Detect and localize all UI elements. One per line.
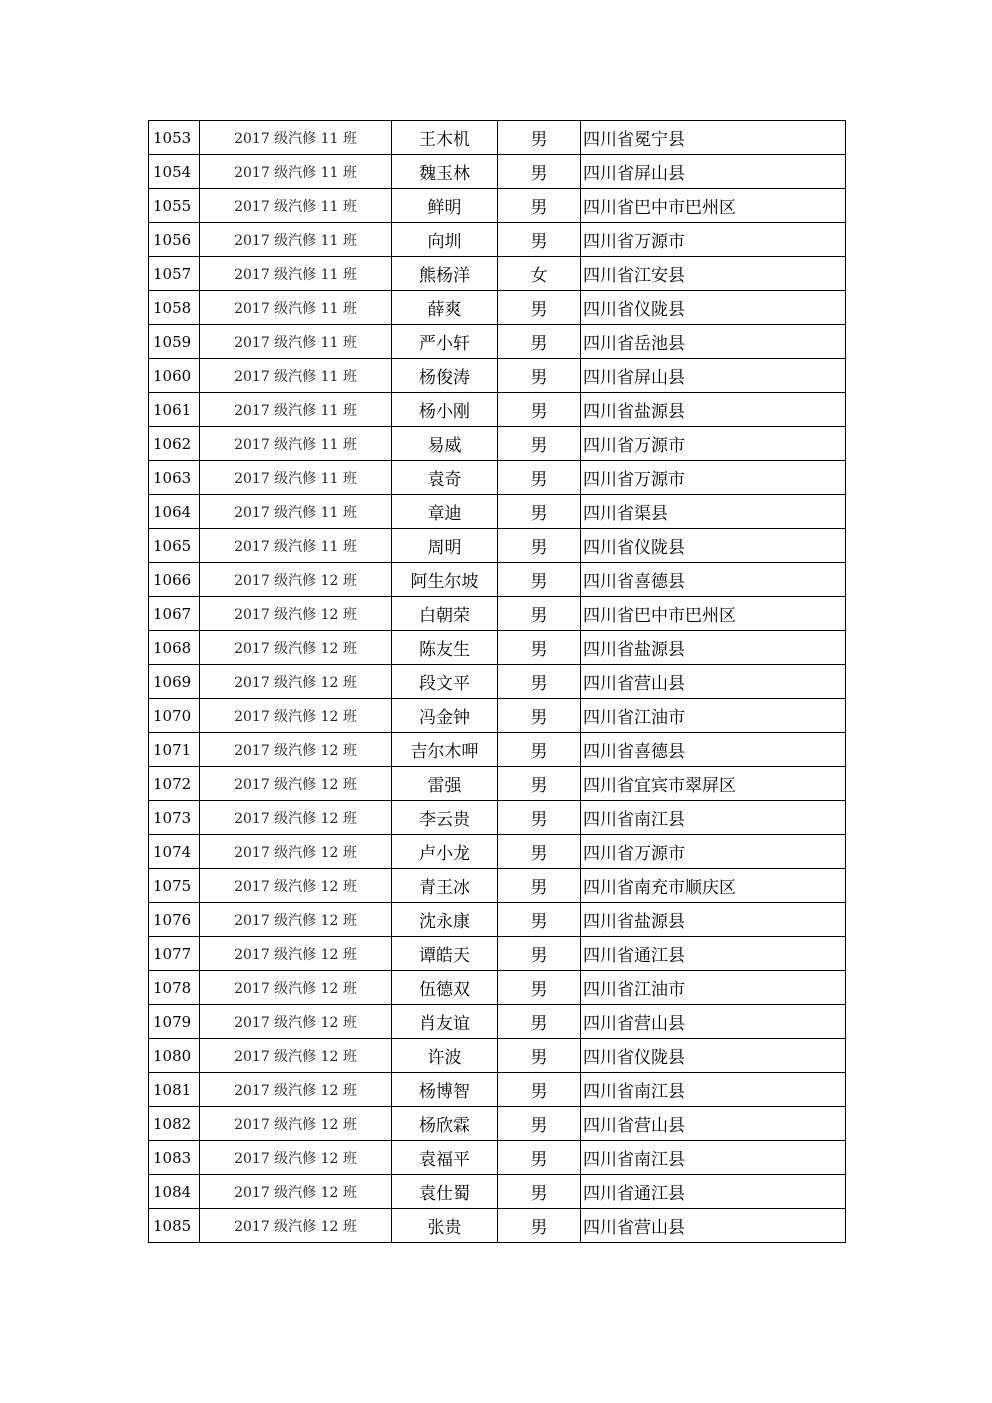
gender-cell: 男	[498, 1141, 581, 1175]
class-name-cell: 2017 级汽修 11 班	[200, 155, 392, 189]
class-name-cell: 2017 级汽修 12 班	[200, 937, 392, 971]
origin-cell: 四川省喜德县	[581, 563, 846, 597]
gender-cell: 男	[498, 699, 581, 733]
gender-cell: 男	[498, 563, 581, 597]
class-name-cell: 2017 级汽修 11 班	[200, 223, 392, 257]
origin-cell: 四川省万源市	[581, 427, 846, 461]
class-name-cell: 2017 级汽修 12 班	[200, 1141, 392, 1175]
class-name-cell: 2017 级汽修 12 班	[200, 767, 392, 801]
class-name-cell: 2017 级汽修 11 班	[200, 359, 392, 393]
student-number-cell: 1081	[149, 1073, 200, 1107]
table-row	[149, 427, 846, 461]
student-name-cell: 伍德双	[392, 971, 498, 1005]
student-number-cell: 1074	[149, 835, 200, 869]
gender-cell: 男	[498, 835, 581, 869]
table-row	[149, 291, 846, 325]
class-name-cell: 2017 级汽修 12 班	[200, 869, 392, 903]
class-name-cell: 2017 级汽修 11 班	[200, 461, 392, 495]
student-number-cell: 1057	[149, 257, 200, 291]
student-table-body	[149, 121, 846, 1243]
origin-cell: 四川省营山县	[581, 1005, 846, 1039]
table-row	[149, 665, 846, 699]
gender-cell: 男	[498, 155, 581, 189]
gender-cell: 女	[498, 257, 581, 291]
origin-cell: 四川省万源市	[581, 461, 846, 495]
class-name-cell: 2017 级汽修 11 班	[200, 495, 392, 529]
student-number-cell: 1061	[149, 393, 200, 427]
table-row	[149, 461, 846, 495]
table-row	[149, 1107, 846, 1141]
origin-cell: 四川省渠县	[581, 495, 846, 529]
class-name-cell: 2017 级汽修 12 班	[200, 631, 392, 665]
origin-cell: 四川省盐源县	[581, 393, 846, 427]
origin-cell: 四川省南充市顺庆区	[581, 869, 846, 903]
gender-cell: 男	[498, 495, 581, 529]
student-name-cell: 袁福平	[392, 1141, 498, 1175]
class-name-cell: 2017 级汽修 12 班	[200, 597, 392, 631]
gender-cell: 男	[498, 393, 581, 427]
student-number-cell: 1053	[149, 121, 200, 155]
student-number-cell: 1054	[149, 155, 200, 189]
student-name-cell: 鲜明	[392, 189, 498, 223]
student-number-cell: 1056	[149, 223, 200, 257]
student-name-cell: 张贵	[392, 1209, 498, 1243]
student-number-cell: 1077	[149, 937, 200, 971]
student-name-cell: 陈友生	[392, 631, 498, 665]
student-name-cell: 袁仕蜀	[392, 1175, 498, 1209]
origin-cell: 四川省冕宁县	[581, 121, 846, 155]
class-name-cell: 2017 级汽修 12 班	[200, 563, 392, 597]
gender-cell: 男	[498, 733, 581, 767]
gender-cell: 男	[498, 1209, 581, 1243]
origin-cell: 四川省仪陇县	[581, 1039, 846, 1073]
origin-cell: 四川省盐源县	[581, 903, 846, 937]
student-name-cell: 吉尔木呷	[392, 733, 498, 767]
table-row	[149, 1073, 846, 1107]
gender-cell: 男	[498, 291, 581, 325]
student-name-cell: 沈永康	[392, 903, 498, 937]
student-number-cell: 1083	[149, 1141, 200, 1175]
student-number-cell: 1079	[149, 1005, 200, 1039]
student-number-cell: 1073	[149, 801, 200, 835]
table-row	[149, 257, 846, 291]
student-name-cell: 白朝荣	[392, 597, 498, 631]
student-name-cell: 肖友谊	[392, 1005, 498, 1039]
student-number-cell: 1080	[149, 1039, 200, 1073]
student-name-cell: 严小轩	[392, 325, 498, 359]
student-number-cell: 1078	[149, 971, 200, 1005]
student-name-cell: 魏玉林	[392, 155, 498, 189]
gender-cell: 男	[498, 1073, 581, 1107]
gender-cell: 男	[498, 223, 581, 257]
class-name-cell: 2017 级汽修 12 班	[200, 1107, 392, 1141]
class-name-cell: 2017 级汽修 11 班	[200, 257, 392, 291]
student-number-cell: 1076	[149, 903, 200, 937]
table-row	[149, 1005, 846, 1039]
origin-cell: 四川省仪陇县	[581, 291, 846, 325]
table-row	[149, 1141, 846, 1175]
origin-cell: 四川省通江县	[581, 937, 846, 971]
student-name-cell: 向圳	[392, 223, 498, 257]
origin-cell: 四川省巴中市巴州区	[581, 189, 846, 223]
gender-cell: 男	[498, 801, 581, 835]
origin-cell: 四川省南江县	[581, 1073, 846, 1107]
origin-cell: 四川省喜德县	[581, 733, 846, 767]
student-number-cell: 1060	[149, 359, 200, 393]
table-row	[149, 631, 846, 665]
gender-cell: 男	[498, 427, 581, 461]
class-name-cell: 2017 级汽修 12 班	[200, 1005, 392, 1039]
origin-cell: 四川省江安县	[581, 257, 846, 291]
student-number-cell: 1068	[149, 631, 200, 665]
student-number-cell: 1071	[149, 733, 200, 767]
student-table	[148, 120, 846, 1243]
class-name-cell: 2017 级汽修 11 班	[200, 325, 392, 359]
student-name-cell: 章迪	[392, 495, 498, 529]
class-name-cell: 2017 级汽修 11 班	[200, 427, 392, 461]
gender-cell: 男	[498, 1039, 581, 1073]
class-name-cell: 2017 级汽修 12 班	[200, 1209, 392, 1243]
origin-cell: 四川省岳池县	[581, 325, 846, 359]
gender-cell: 男	[498, 1005, 581, 1039]
table-row	[149, 121, 846, 155]
student-name-cell: 王木机	[392, 121, 498, 155]
gender-cell: 男	[498, 869, 581, 903]
origin-cell: 四川省营山县	[581, 1107, 846, 1141]
student-number-cell: 1085	[149, 1209, 200, 1243]
student-name-cell: 薛爽	[392, 291, 498, 325]
gender-cell: 男	[498, 665, 581, 699]
gender-cell: 男	[498, 189, 581, 223]
origin-cell: 四川省通江县	[581, 1175, 846, 1209]
origin-cell: 四川省营山县	[581, 665, 846, 699]
table-row	[149, 325, 846, 359]
student-name-cell: 杨欣霖	[392, 1107, 498, 1141]
table-row	[149, 563, 846, 597]
student-number-cell: 1064	[149, 495, 200, 529]
origin-cell: 四川省万源市	[581, 223, 846, 257]
origin-cell: 四川省南江县	[581, 1141, 846, 1175]
table-row	[149, 835, 846, 869]
student-name-cell: 冯金钟	[392, 699, 498, 733]
student-name-cell: 杨小刚	[392, 393, 498, 427]
gender-cell: 男	[498, 121, 581, 155]
table-row	[149, 393, 846, 427]
student-number-cell: 1082	[149, 1107, 200, 1141]
gender-cell: 男	[498, 937, 581, 971]
student-number-cell: 1066	[149, 563, 200, 597]
table-row	[149, 937, 846, 971]
student-name-cell: 段文平	[392, 665, 498, 699]
student-name-cell: 雷强	[392, 767, 498, 801]
class-name-cell: 2017 级汽修 12 班	[200, 1175, 392, 1209]
origin-cell: 四川省盐源县	[581, 631, 846, 665]
student-number-cell: 1059	[149, 325, 200, 359]
class-name-cell: 2017 级汽修 12 班	[200, 801, 392, 835]
student-number-cell: 1065	[149, 529, 200, 563]
table-row	[149, 189, 846, 223]
student-number-cell: 1069	[149, 665, 200, 699]
student-name-cell: 青王冰	[392, 869, 498, 903]
table-row	[149, 597, 846, 631]
student-name-cell: 杨俊涛	[392, 359, 498, 393]
student-number-cell: 1067	[149, 597, 200, 631]
student-number-cell: 1058	[149, 291, 200, 325]
table-row	[149, 869, 846, 903]
student-name-cell: 周明	[392, 529, 498, 563]
student-name-cell: 谭皓天	[392, 937, 498, 971]
class-name-cell: 2017 级汽修 12 班	[200, 1039, 392, 1073]
gender-cell: 男	[498, 461, 581, 495]
student-number-cell: 1075	[149, 869, 200, 903]
gender-cell: 男	[498, 767, 581, 801]
origin-cell: 四川省屏山县	[581, 359, 846, 393]
class-name-cell: 2017 级汽修 11 班	[200, 189, 392, 223]
table-row	[149, 1209, 846, 1243]
student-name-cell: 阿生尔坡	[392, 563, 498, 597]
origin-cell: 四川省南江县	[581, 801, 846, 835]
table-row	[149, 733, 846, 767]
origin-cell: 四川省江油市	[581, 971, 846, 1005]
class-name-cell: 2017 级汽修 11 班	[200, 121, 392, 155]
class-name-cell: 2017 级汽修 11 班	[200, 529, 392, 563]
origin-cell: 四川省万源市	[581, 835, 846, 869]
student-number-cell: 1055	[149, 189, 200, 223]
table-row	[149, 529, 846, 563]
class-name-cell: 2017 级汽修 12 班	[200, 699, 392, 733]
table-row	[149, 801, 846, 835]
table-row	[149, 903, 846, 937]
gender-cell: 男	[498, 903, 581, 937]
student-number-cell: 1070	[149, 699, 200, 733]
table-row	[149, 699, 846, 733]
student-name-cell: 杨博智	[392, 1073, 498, 1107]
gender-cell: 男	[498, 971, 581, 1005]
gender-cell: 男	[498, 529, 581, 563]
gender-cell: 男	[498, 1175, 581, 1209]
student-name-cell: 袁奇	[392, 461, 498, 495]
student-name-cell: 熊杨洋	[392, 257, 498, 291]
table-row	[149, 155, 846, 189]
student-name-cell: 卢小龙	[392, 835, 498, 869]
gender-cell: 男	[498, 359, 581, 393]
student-number-cell: 1072	[149, 767, 200, 801]
class-name-cell: 2017 级汽修 12 班	[200, 665, 392, 699]
student-name-cell: 李云贵	[392, 801, 498, 835]
origin-cell: 四川省巴中市巴州区	[581, 597, 846, 631]
gender-cell: 男	[498, 597, 581, 631]
class-name-cell: 2017 级汽修 11 班	[200, 393, 392, 427]
gender-cell: 男	[498, 325, 581, 359]
origin-cell: 四川省营山县	[581, 1209, 846, 1243]
student-name-cell: 易威	[392, 427, 498, 461]
table-row	[149, 223, 846, 257]
table-row	[149, 971, 846, 1005]
origin-cell: 四川省屏山县	[581, 155, 846, 189]
table-row	[149, 1175, 846, 1209]
student-number-cell: 1063	[149, 461, 200, 495]
gender-cell: 男	[498, 631, 581, 665]
class-name-cell: 2017 级汽修 12 班	[200, 733, 392, 767]
table-row	[149, 1039, 846, 1073]
gender-cell: 男	[498, 1107, 581, 1141]
table-row	[149, 495, 846, 529]
table-row	[149, 359, 846, 393]
table-row	[149, 767, 846, 801]
class-name-cell: 2017 级汽修 12 班	[200, 903, 392, 937]
origin-cell: 四川省仪陇县	[581, 529, 846, 563]
class-name-cell: 2017 级汽修 12 班	[200, 835, 392, 869]
origin-cell: 四川省宜宾市翠屏区	[581, 767, 846, 801]
class-name-cell: 2017 级汽修 11 班	[200, 291, 392, 325]
origin-cell: 四川省江油市	[581, 699, 846, 733]
class-name-cell: 2017 级汽修 12 班	[200, 971, 392, 1005]
class-name-cell: 2017 级汽修 12 班	[200, 1073, 392, 1107]
student-number-cell: 1084	[149, 1175, 200, 1209]
student-name-cell: 许波	[392, 1039, 498, 1073]
student-number-cell: 1062	[149, 427, 200, 461]
